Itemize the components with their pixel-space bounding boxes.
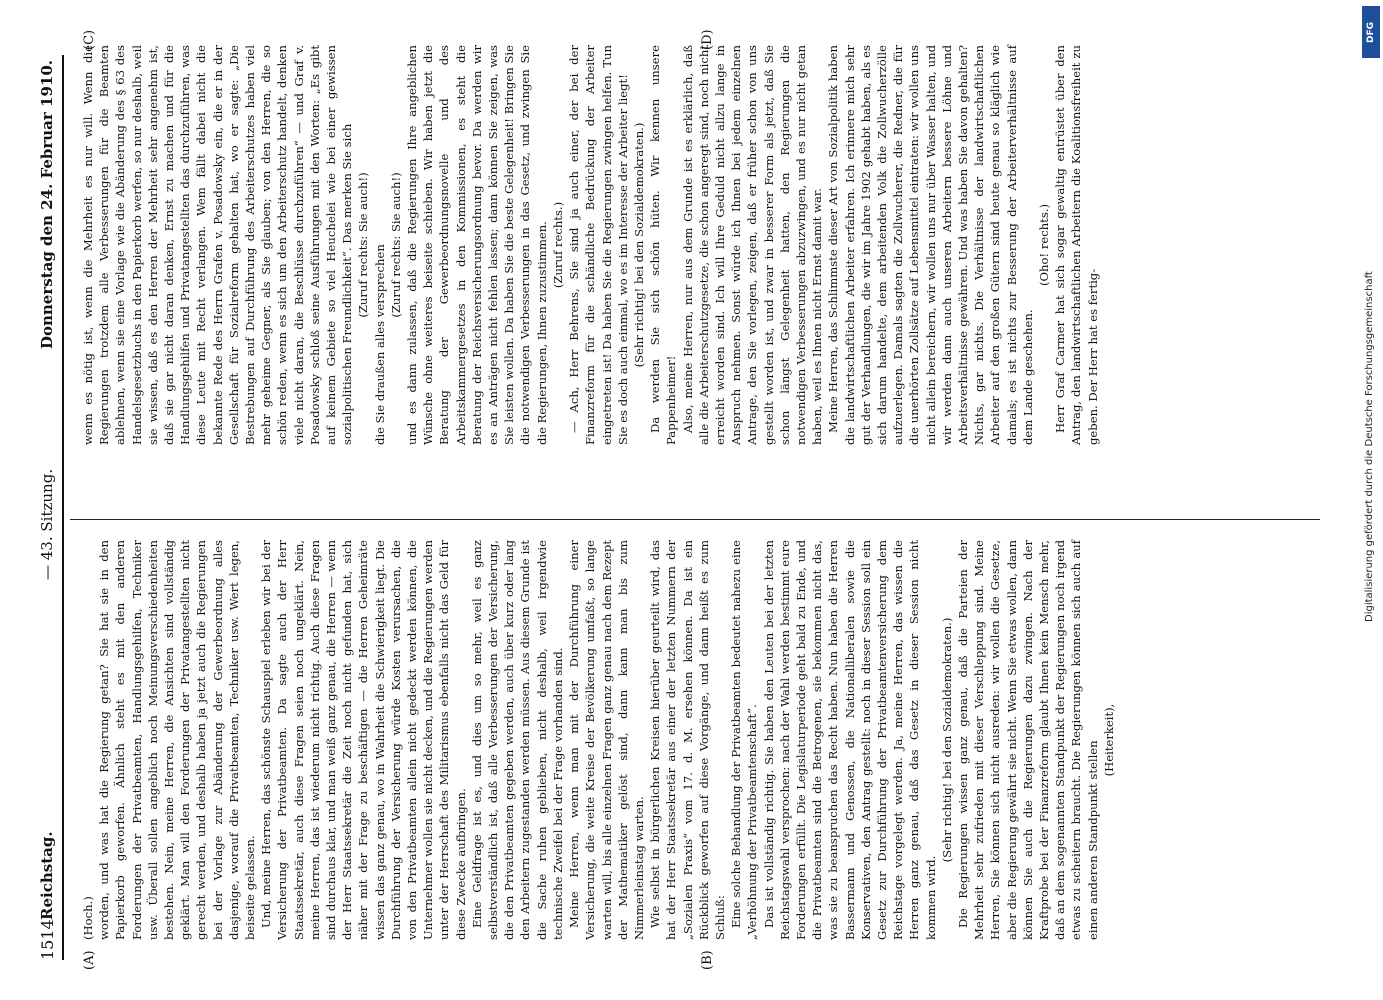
paragraph: — Ach, Herr Behrens, Sie sind ja auch einer, der bei der Finanzreform für die schändliche Bedrückung der Arbeiter eingetreten ist! Da haben Sie die Regierungen zwingen helfen. Tun Sie es doch auch einmal, wo es im Interesse der Arbeiter liegt! xyxy=(567,45,630,445)
marker-a: (A) xyxy=(82,950,97,970)
paragraph: Das ist vollständig richtig. Sie haben den Leuten bei der letzten Reichstagswahl versprochen: nach der Wahl werden bestimmt eure Forderungen erfüllt. Die Legislaturperiode geht bald zu Ende, und die Privatbeamten sind die Betrogenen, sie bekommen nicht das, was sie zu beanspruchen das Recht haben. Nun haben die Herren Bassermann und Genossen, die Nationalliberalen sowie die Konservativen, den Antrag gestellt: noch in dieser Session soll ein Gesetz zur Durchführung der Privatbeamtenversicherung dem Reichstage vorgelegt werden. Ja, meine Herren, das wissen die Herren ganz genau, daß das Gesetz in dieser Session nicht kommen wird. xyxy=(761,540,938,940)
paragraph: Wie selbst in bürgerlichen Kreisen hierüber geurteilt wird, das hat der Herr Staatssekretär aus einer der letzten Nummern der „Sozialen Praxis“ vom 17. d. M. ersehen können. Da ist ein Rückblick geworfen auf diese Vorgänge, und dann heißt es zum Schluß: xyxy=(648,540,727,940)
paragraph: Herr Graf Carmer hat sich sogar gewaltig entrüstet über den Antrag, den landwirtschaftlichen Arbeitern die Koalitionsfreiheit zu geben. Der Herr hat es fertig- xyxy=(1053,45,1100,445)
header-date: Donnerstag den 24. Februar 1910. xyxy=(38,60,56,350)
interjection: (Zuruf rechts.) xyxy=(550,201,565,289)
paragraph: Also, meine Herren, nur aus dem Grunde ist es erklärlich, daß alle die Arbeiterschutzgesetze, die schon angeregt sind, noch nicht erreicht worden sind. Ich will Ihre Geduld nicht allzu lange in Anspruch nehmen. Sonst würde ich Ihnen bei jedem einzelnen Antrage, den Sie vorlegen, zeigen, daß er früher schon von uns gestellt worden ist, und zwar in besserer Form als jetzt, daß Sie schon längst Gelegenheit hatten, den Regierungen die notwendigen Verbesserungen abzuzwingen, und es nur nicht getan haben, weil es Ihnen nicht Ernst damit war. xyxy=(680,45,825,445)
interjection: (Zuruf rechts: Sie auch!) xyxy=(388,172,403,318)
paragraph: worden, und was hat die Regierung getan? Sie hat sie in den Papierkorb geworfen. Ähnlich steht es mit den anderen Forderungen der Privatbeamten, Handlungsgehilfen, Techniker usw. Überall sollen angeblich noch Meinungsverschiedenheiten bestehen. Nein, meine Herren, die Ansichten sind vollständig geklärt. Man will den Forderungen der Privatangestellten nicht gerecht werden, und deshalb haben ja jetzt auch die Regierungen bei der Vorlage zur Abänderung der Gewerbeordnung alles dasjenige, worauf die Privatbeamten, Techniker usw. Wert legen, beiseite gelassen. xyxy=(97,540,258,940)
interjection: (Oho! rechts.) xyxy=(1036,204,1051,286)
marker-d: (D) xyxy=(700,29,715,50)
marker-c: (C) xyxy=(82,29,97,50)
column-divider xyxy=(70,519,1320,520)
paragraph: und es dann zulassen, daß die Regierungen Ihre angeblichen Wünsche ohne weiteres beiseite schieben. Wir haben jetzt die Beratung der Gewerbeordnungsnovelle und des Arbeitskammergesetzes in den Kommissionen, es steht die Beratung der Reichsversicherungsordnung bevor. Da werden wir es an Anträgen nicht fehlen lassen; dann können Sie zeigen, was Sie leisten wollen. Da haben Sie die beste Gelegenheit! Bringen Sie die notwendigen Verbesserungen in das Gesetz, und zwingen Sie die Regierungen, Ihnen zuzustimmen. xyxy=(405,45,549,445)
paragraph: (Hoch.) xyxy=(81,896,95,940)
marker-b: (B) xyxy=(700,950,715,970)
paragraph: Die Regierungen wissen ganz genau, daß die Parteien der Mehrheit sehr zufrieden mit dieser Verschleppung sind. Meine Herren, Sie können sich nicht ausreden: wir wollen die Gesetze, aber die Regierung gewährt sie nicht. Wenn Sie etwas wollen, dann können Sie auch die Regierungen dazu zwingen. Nach der Kraftprobe bei der Finanzreform glaubt Ihnen kein Mensch mehr, daß an dem sogenannten Standpunkt der Regierungen noch irgend etwas zu scheitern braucht. Die Regierungen können sich auch auf einen anderen Standpunkt stellen xyxy=(955,540,1100,940)
paragraph: Eine Geldfrage ist es, und dies um so mehr, weil es ganz selbstverständlich ist, daß alle Verbesserungen der Versicherung, die den Privatbeamten gegeben werden, auch über kurz oder lang den Arbeitern zugestanden werden müssen. Aus diesem Grunde ist die Sache ruhen geblieben, nicht deshalb, weil irgendwie technische Zweifel bei der Frage vorhanden sind. xyxy=(469,540,565,940)
dfg-logo: DFG xyxy=(1362,6,1380,58)
running-header xyxy=(34,60,64,960)
paragraph: Da werden Sie sich schön hüten. Wir kennen unsere Pappenheimer! xyxy=(648,45,679,445)
interjection: (Zuruf rechts: Sie auch!) xyxy=(356,172,371,318)
paragraph: die Sie draußen alles versprechen xyxy=(372,244,387,445)
left-column xyxy=(80,540,1117,940)
page-number: 1514 xyxy=(38,919,57,960)
header-rule xyxy=(62,55,64,960)
paragraph: wenn es nötig ist, wenn die Mehrheit es nur will. Wenn die Regierungen trotzdem alle Verbesserungen für die Beamten ablehnen, wenn sie eine Vorlage wie die Abänderung des § 63 des Handelsgesetzbuchs in den Papierkorb werfen, so nur deshalb, weil sie wissen, daß es den Herren der Mehrheit sehr angenehm ist, daß sie gar nicht daran denken, Ernst zu machen und für die Handlungsgehilfen und Privatangestellten das durchzuführen, was diese Leute mit Recht verlangen. Wem fällt dabei nicht die bekannte Rede des Herrn Grafen v. Posadowsky ein, die er in der Gesellschaft für Sozialreform gehalten hat, wo er sagte: „Die Bestrebungen auf Durchführung des Arbeiterschutzes haben viel mehr geheime Gegner, als Sie glauben; von den Herren, die so schön reden, wenn es sich um den Arbeiterschutz handelt, denken viele nicht daran, die Beschlüsse durchzuführen“ — und Graf v. Posadowsky schloß seine Ausführungen mit den Worten: „Es gibt auf keinem Gebiete so viel Heuchelei wie bei einer gewissen sozialpolitischen Freundlichkeit“. Das merken Sie sich xyxy=(81,45,355,445)
interjection: (Sehr richtig! bei den Sozialdemokraten.) xyxy=(631,122,646,368)
quote: Eine solche Behandlung der Privatbeamten bedeutet nahezu eine „Verhöhnung der Privatbeamtenschaft“. xyxy=(729,540,760,940)
paragraph: Und, meine Herren, das schönste Schauspiel erleben wir bei der Versicherung der Privatbeamten. Da sagte auch der Herr Staatssekretär, auch diese Fragen seien noch ungeklärt. Nein, meine Herren, das ist wiederum nicht richtig. Auch diese Fragen sind durchaus klar, und man weiß ganz genau, die Herren — wenn der Herr Staatssekretär die Zeit noch nicht gefunden hat, sich näher mit der Frage zu beschäftigen — die Herren Geheimräte wissen das ganz genau, wo in Wahrheit die Schwierigkeit liegt. Die Durchführung der Versicherung würde Kosten verursachen, die von den Privatbeamten allein nicht gedeckt werden können, die Unternehmer wollen sie nicht decken, und die Regierungen werden unter der Herrschaft des Militarismus ebenfalls nicht das Geld für diese Zwecke aufbringen. xyxy=(259,540,468,940)
interjection: (Sehr richtig! bei den Sozialdemokraten.) xyxy=(939,617,954,863)
interjection: (Heiterkeit), xyxy=(1101,703,1116,777)
digitization-note: Digitalisierung gefördert durch die Deutsche Forschungsgemeinschaft xyxy=(1364,271,1375,622)
paragraph: Meine Herren, das Schlimmste dieser Art von Sozialpolitik haben die landwirtschaftlichen Arbeiter erfahren. Ich erinnere mich sehr gut der Verhandlungen, die wir im Jahre 1902 gehabt haben, als es sich darum handelte, dem arbeitenden Volk die Zollwucherzölle aufzuerlegen. Damals sagten die Zollwucherer, die Redner, die für die unerhörten Zollsätze auf Lebensmittel eintraten: wir wollen uns nicht allein bereichern, wir wollen uns nur über Wasser halten, und wir werden dann auch unseren Arbeitern bessere Löhne und Arbeitsverhältnisse gewähren. Und was haben Sie davon gehalten? Nichts, gar nichts. Die Verhältnisse der landwirtschaftlichen Arbeiter auf den großen Gütern sind heute genau so kläglich wie damals; es ist nichts zur Besserung der Arbeiterverhältnisse auf dem Lande geschehen. xyxy=(826,45,1035,445)
header-left: Reichstag. xyxy=(38,831,56,920)
header-session: — 43. Sitzung. xyxy=(38,468,56,580)
right-column xyxy=(80,45,1101,445)
paragraph: Meine Herren, wenn man mit der Durchführung einer Versicherung, die weite Kreise der Bevölkerung umfaßt, so lange warten will, bis alle einzelnen Fragen ganz genau nach dem Rezept der Mathematiker gelöst sind, dann kann man bis zum Nimmerleinstag warten. xyxy=(567,540,646,940)
